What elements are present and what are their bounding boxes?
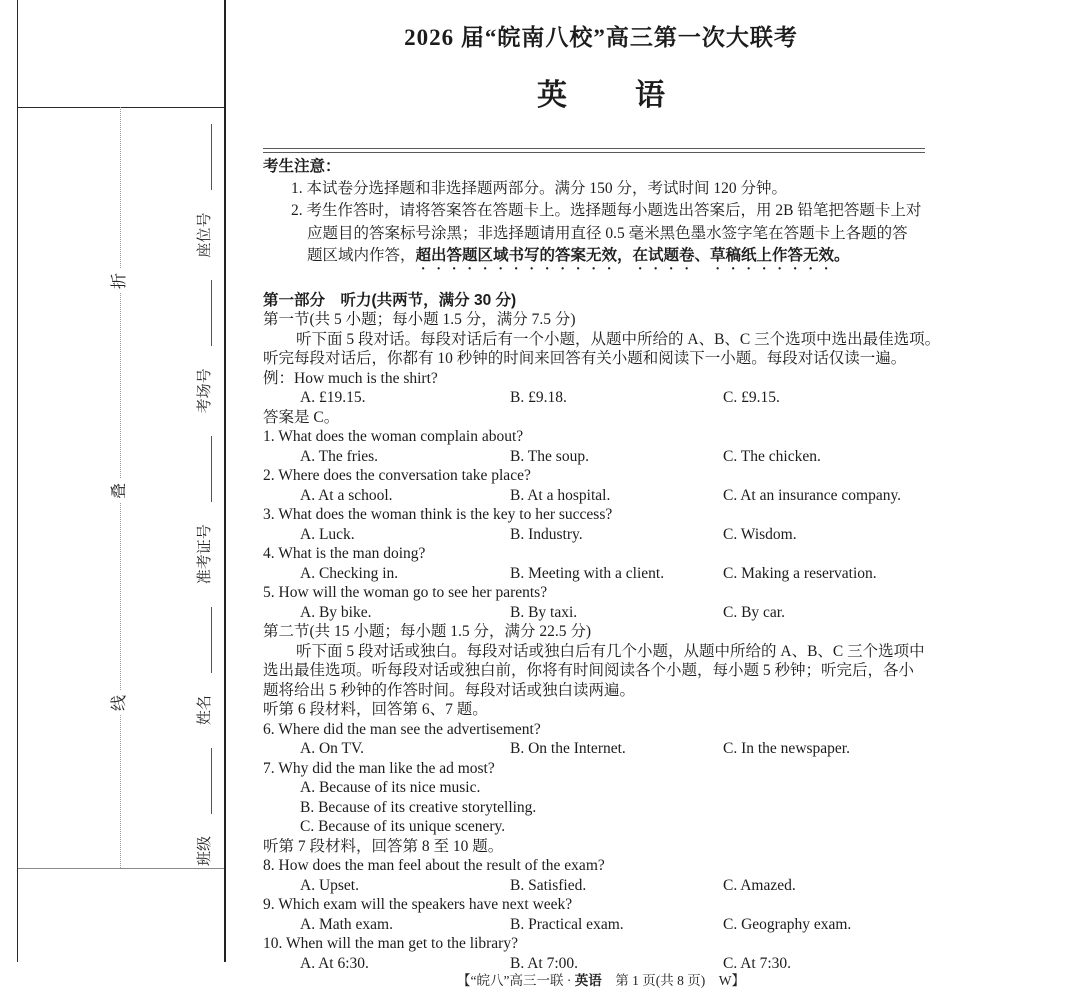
question-9-option-b: B. Practical exam.: [510, 915, 624, 933]
field-label-name: 姓名: [196, 695, 213, 726]
fold-char-die: 叠: [108, 479, 132, 503]
question-6-options: [263, 739, 953, 759]
fold-char-xian: 线: [108, 691, 132, 715]
question-9-option-c: C. Geography exam.: [723, 915, 852, 933]
section2-instructions-line3: 题将给出 5 秒钟的作答时间。每段对话或独白读两遍。: [263, 681, 636, 699]
question-7-option-a: A. Because of its nice music.: [300, 779, 481, 797]
question-1-options: [263, 447, 953, 467]
question-4-option-c: C. Making a reservation.: [723, 564, 877, 582]
question-5-stem: 5. How will the woman go to see her parents?: [263, 584, 548, 602]
example-answer: 答案是 C。: [263, 408, 340, 426]
student-info-fields: [190, 124, 216, 866]
question-3-option-c: C. Wisdom.: [723, 525, 797, 543]
question-2-option-a: A. At a school.: [300, 486, 393, 504]
question-4-option-a: A. Checking in.: [300, 564, 399, 582]
field-blank-seat-number: [194, 124, 212, 190]
example-option-a: A. £19.15.: [300, 389, 366, 407]
margin-border-right: [224, 0, 226, 962]
question-3-stem: 3. What does the woman think is the key to her success?: [263, 506, 613, 524]
section1-instructions-line2: 听完每段对话后，你都有 10 秒钟的时间来回答有关小题和阅读下一小题。每段对话仅读一遍。: [263, 350, 907, 368]
material-6-intro: 听第 6 段材料，回答第 6、7 题。: [263, 701, 488, 719]
section1-heading: 第一节(共 5 小题；每小题 1.5 分，满分 7.5 分): [263, 311, 576, 329]
question-2-stem: 2. Where does the conversation take place?: [263, 467, 531, 485]
footer-suffix: 第 1 页(共 8 页) W】: [601, 973, 745, 988]
question-8-options: [263, 876, 953, 896]
question-3-options: [263, 525, 953, 545]
question-9-options: [263, 915, 953, 935]
question-10-stem: 10. When will the man get to the library?: [263, 935, 518, 953]
question-4-stem: 4. What is the man doing?: [263, 545, 426, 563]
section2-instructions-line2: 选出最佳选项。听每段对话或独白前，你将有时间阅读各个小题，每小题 5 秒钟；听完后，各小: [263, 662, 915, 680]
question-8-option-c: C. Amazed.: [723, 876, 796, 894]
question-10-option-c: C. At 7:30.: [723, 954, 792, 972]
notice-section: [263, 156, 953, 273]
field-blank-admission-number: [194, 436, 212, 502]
page-footer: [263, 969, 939, 989]
field-label-exam-room: 考场号: [196, 368, 213, 414]
listening-section: [263, 291, 953, 974]
question-3-option-b: B. Industry.: [510, 525, 583, 543]
margin-divider-bottom: [18, 868, 224, 869]
field-blank-name: [194, 607, 212, 673]
example-option-c: C. £9.15.: [723, 389, 780, 407]
question-8-stem: 8. How does the man feel about the result of the exam?: [263, 857, 605, 875]
example-option-b: B. £9.18.: [510, 389, 567, 407]
question-6-option-b: B. On the Internet.: [510, 740, 626, 758]
question-5-option-c: C. By car.: [723, 603, 785, 621]
header-double-rule: [263, 148, 925, 153]
question-7-option-c: C. Because of its unique scenery.: [300, 818, 506, 836]
question-10-option-b: B. At 7:00.: [510, 954, 579, 972]
question-8-option-b: B. Satisfied.: [510, 876, 587, 894]
question-2-option-c: C. At an insurance company.: [723, 486, 902, 504]
subject-char-yu: 语: [635, 79, 665, 112]
question-1-option-a: A. The fries.: [300, 447, 379, 465]
material-7-intro: 听第 7 段材料，回答第 8 至 10 题。: [263, 837, 504, 855]
question-3-option-a: A. Luck.: [300, 525, 355, 543]
question-10-option-a: A. At 6:30.: [300, 954, 369, 972]
footer-prefix: 【“皖八”高三一联 ·: [457, 973, 575, 988]
question-5-options: [263, 603, 953, 623]
question-9-option-a: A. Math exam.: [300, 915, 393, 933]
section2-instructions-line1: 听下面 5 段对话或独白。每段对话或独白后有几个小题，从题中所给的 A、B、C 三个选项中: [296, 642, 925, 660]
example-stem: 例：How much is the shirt?: [263, 369, 438, 387]
question-9-stem: 9. Which exam will the speakers have next week?: [263, 896, 573, 914]
field-blank-class: [194, 748, 212, 814]
field-label-class: 班级: [196, 835, 213, 866]
question-6-option-c: C. In the newspaper.: [723, 740, 850, 758]
question-7-stem: 7. Why did the man like the ad most?: [263, 759, 495, 777]
notice-item-1: 1. 本试卷分选择题和非选择题两部分。满分 150 分，考试时间 120 分钟。: [291, 180, 788, 198]
question-2-options: [263, 486, 953, 506]
question-2-option-b: B. At a hospital.: [510, 486, 611, 504]
question-4-options: [263, 564, 953, 584]
footer-subject: 英语: [574, 973, 602, 988]
question-1-option-c: C. The chicken.: [723, 447, 821, 465]
exam-title: 2026 届“皖南八校”高三第一次大联考: [404, 25, 798, 50]
exam-content: [263, 156, 953, 973]
example-options-row: [263, 388, 953, 408]
question-8-option-a: A. Upset.: [300, 876, 359, 894]
field-label-admission-number: 准考证号: [196, 524, 213, 585]
question-7-option-b: B. Because of its creative storytelling.: [300, 798, 537, 816]
subject-char-ying: 英: [537, 79, 567, 112]
notice-item-2-line-3-normal: 题区域内作答，: [307, 246, 416, 264]
question-1-stem: 1. What does the woman complain about?: [263, 428, 524, 446]
field-label-seat-number: 座位号: [196, 212, 213, 258]
question-5-option-b: B. By taxi.: [510, 603, 578, 621]
notice-item-2-line-3-warning: 超出答题区域书写的答案无效，在试题卷、草稿纸上作答无效。: [415, 246, 850, 264]
question-1-option-b: B. The soup.: [510, 447, 589, 465]
part1-heading: 第一部分 听力(共两节，满分 30 分): [263, 291, 517, 309]
section1-instructions-line1: 听下面 5 段对话。每段对话后有一个小题，从题中所给的 A、B、C 三个选项中选出最佳选项。: [296, 330, 941, 348]
fold-char-zhe: 折: [108, 269, 132, 293]
question-6-stem: 6. Where did the man see the advertisement?: [263, 720, 541, 738]
field-blank-exam-room: [194, 280, 212, 346]
notice-title: 考生注意：: [263, 158, 341, 175]
margin-border-left: [17, 0, 18, 962]
subject-title: [263, 70, 939, 114]
question-6-option-a: A. On TV.: [300, 740, 365, 758]
question-4-option-b: B. Meeting with a client.: [510, 564, 665, 582]
notice-item-2-line-1: 2. 考生作答时，请将答案答在答题卡上。选择题每小题选出答案后，用 2B 铅笔把答题卡上对: [291, 202, 922, 220]
margin-divider-top: [18, 107, 224, 108]
section2-heading: 第二节(共 15 小题；每小题 1.5 分，满分 22.5 分): [263, 623, 592, 641]
question-5-option-a: A. By bike.: [300, 603, 372, 621]
notice-item-2-line-3: [263, 245, 953, 273]
notice-item-2-line-2: 应题目的答案标号涂黑；非选择题请用直径 0.5 毫米黑色墨水签字笔在答题卡上各题的答: [307, 224, 908, 242]
